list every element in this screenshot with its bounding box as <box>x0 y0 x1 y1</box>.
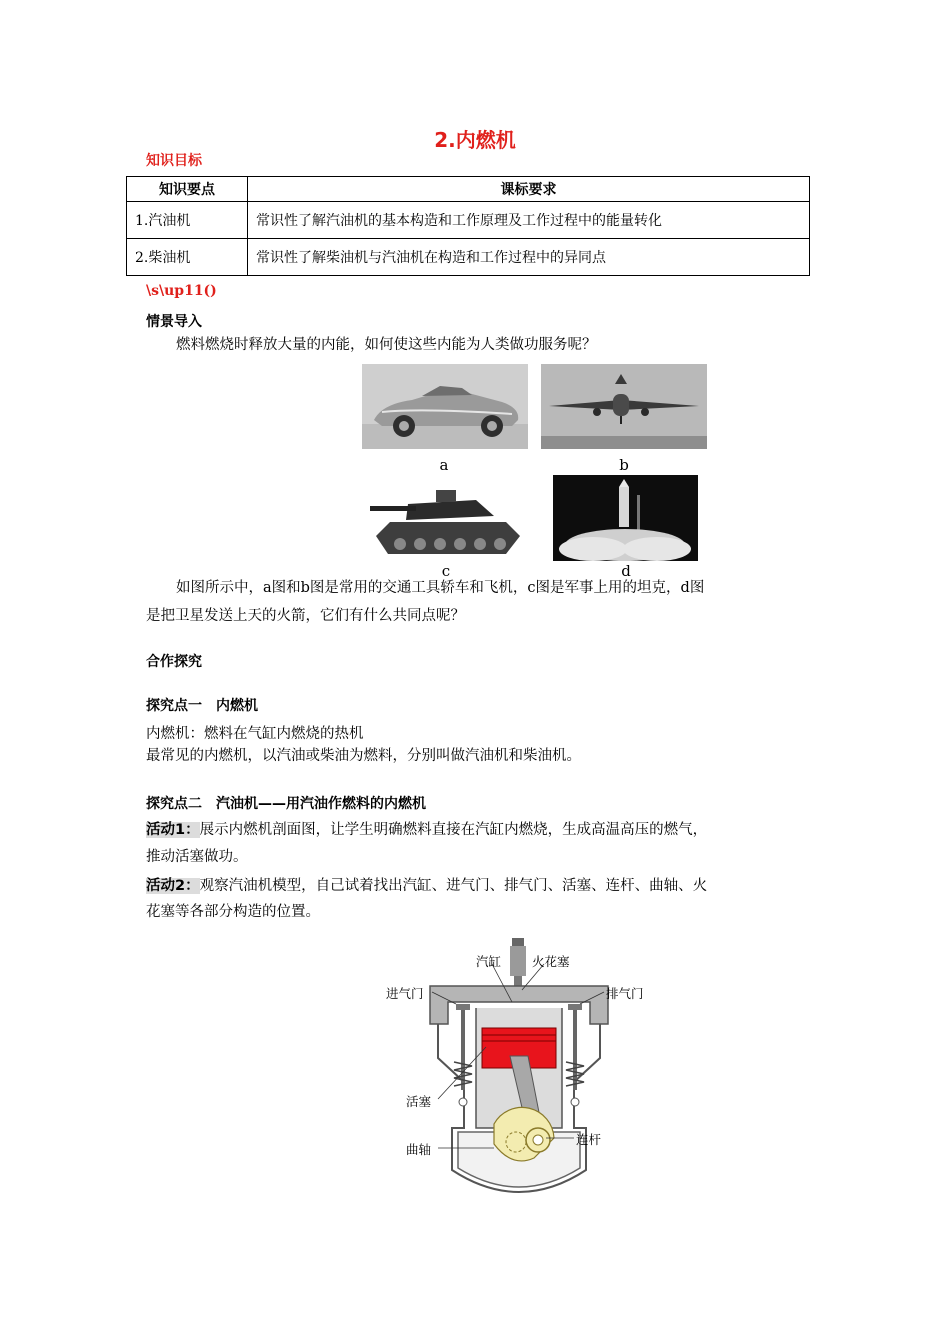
table-cell: 2.柴油机 <box>127 239 248 276</box>
table-header-row <box>127 177 810 202</box>
tank-photo <box>366 478 528 564</box>
page-title: 2.内燃机 <box>434 128 516 152</box>
activity1-line2: 推动活塞做功。 <box>146 849 248 865</box>
activity1-label: 活动1： <box>146 822 200 838</box>
exhaust-valve-icon <box>573 1010 577 1090</box>
activity1-line1 <box>146 818 707 842</box>
activity2-text: 观察汽油机模型，自己试着找出汽缸、进气门、排气门、活塞、连杆、曲轴、火 <box>199 878 708 894</box>
engine-diagram <box>386 932 644 1194</box>
table-header-cell: 课标要求 <box>248 177 810 202</box>
knowledge-goals-heading: 知识目标 <box>146 153 202 169</box>
knowledge-goals-table <box>126 176 810 276</box>
activity2-line2: 花塞等各部分构造的位置。 <box>146 904 320 920</box>
table-cell: 常识性了解柴油机与汽油机在构造和工作过程中的异同点 <box>248 239 810 276</box>
coop-heading: 合作探究 <box>146 654 202 670</box>
table-header-cell: 知识要点 <box>127 177 248 202</box>
caption-a: a <box>439 456 449 474</box>
intro-paragraph-line1: 如图所示中，a图和b图是常用的交通工具轿车和飞机，c图是军事上用的坦克，d图 <box>176 580 705 596</box>
intro-paragraph-line2: 是把卫星发送上天的火箭，它们有什么共同点呢？ <box>146 608 465 624</box>
label-connecting-rod: 连杆 <box>576 1132 602 1147</box>
label-exhaust-valve: 排气门 <box>606 986 644 1001</box>
label-crankshaft: 曲轴 <box>406 1142 432 1157</box>
spark-plug-icon <box>510 946 526 976</box>
activity2-line1 <box>146 874 707 898</box>
activity2-label: 活动2： <box>146 878 200 894</box>
car-photo <box>362 364 528 449</box>
point1-heading: 探究点一 内燃机 <box>146 698 258 714</box>
caption-c: c <box>441 562 451 580</box>
caption-d: d <box>621 562 631 580</box>
table-cell: 常识性了解汽油机的基本构造和工作原理及工作过程中的能量转化 <box>248 202 810 239</box>
caption-b: b <box>619 456 629 474</box>
point1-line1: 内燃机：燃料在气缸内燃烧的热机 <box>146 726 364 742</box>
label-intake-valve: 进气门 <box>386 986 424 1001</box>
intake-valve-icon <box>461 1010 465 1090</box>
engine-diagram-svg <box>394 932 644 1194</box>
airplane-photo <box>541 364 707 449</box>
point1-line2: 最常见的内燃机，以汽油或柴油为燃料，分别叫做汽油机和柴油机。 <box>146 748 581 764</box>
table-row <box>127 239 810 276</box>
point2-heading: 探究点二 汽油机——用汽油作燃料的内燃机 <box>146 796 426 812</box>
table-row <box>127 202 810 239</box>
activity1-text: 展示内燃机剖面图，让学生明确燃料直接在汽缸内燃烧，生成高温高压的燃气， <box>199 822 708 838</box>
intro-heading: 情景导入 <box>146 314 202 330</box>
field-code-text: \s\up11() <box>146 283 217 299</box>
rocket-photo <box>553 475 698 561</box>
label-spark-plug: 火花塞 <box>532 954 570 969</box>
intro-question: 燃料燃烧时释放大量的内能，如何使这些内能为人类做功服务呢？ <box>176 337 597 353</box>
spark-plug-wire-icon <box>512 938 524 946</box>
label-piston: 活塞 <box>406 1094 432 1109</box>
label-cylinder: 汽缸 <box>476 954 502 969</box>
table-cell: 1.汽油机 <box>127 202 248 239</box>
